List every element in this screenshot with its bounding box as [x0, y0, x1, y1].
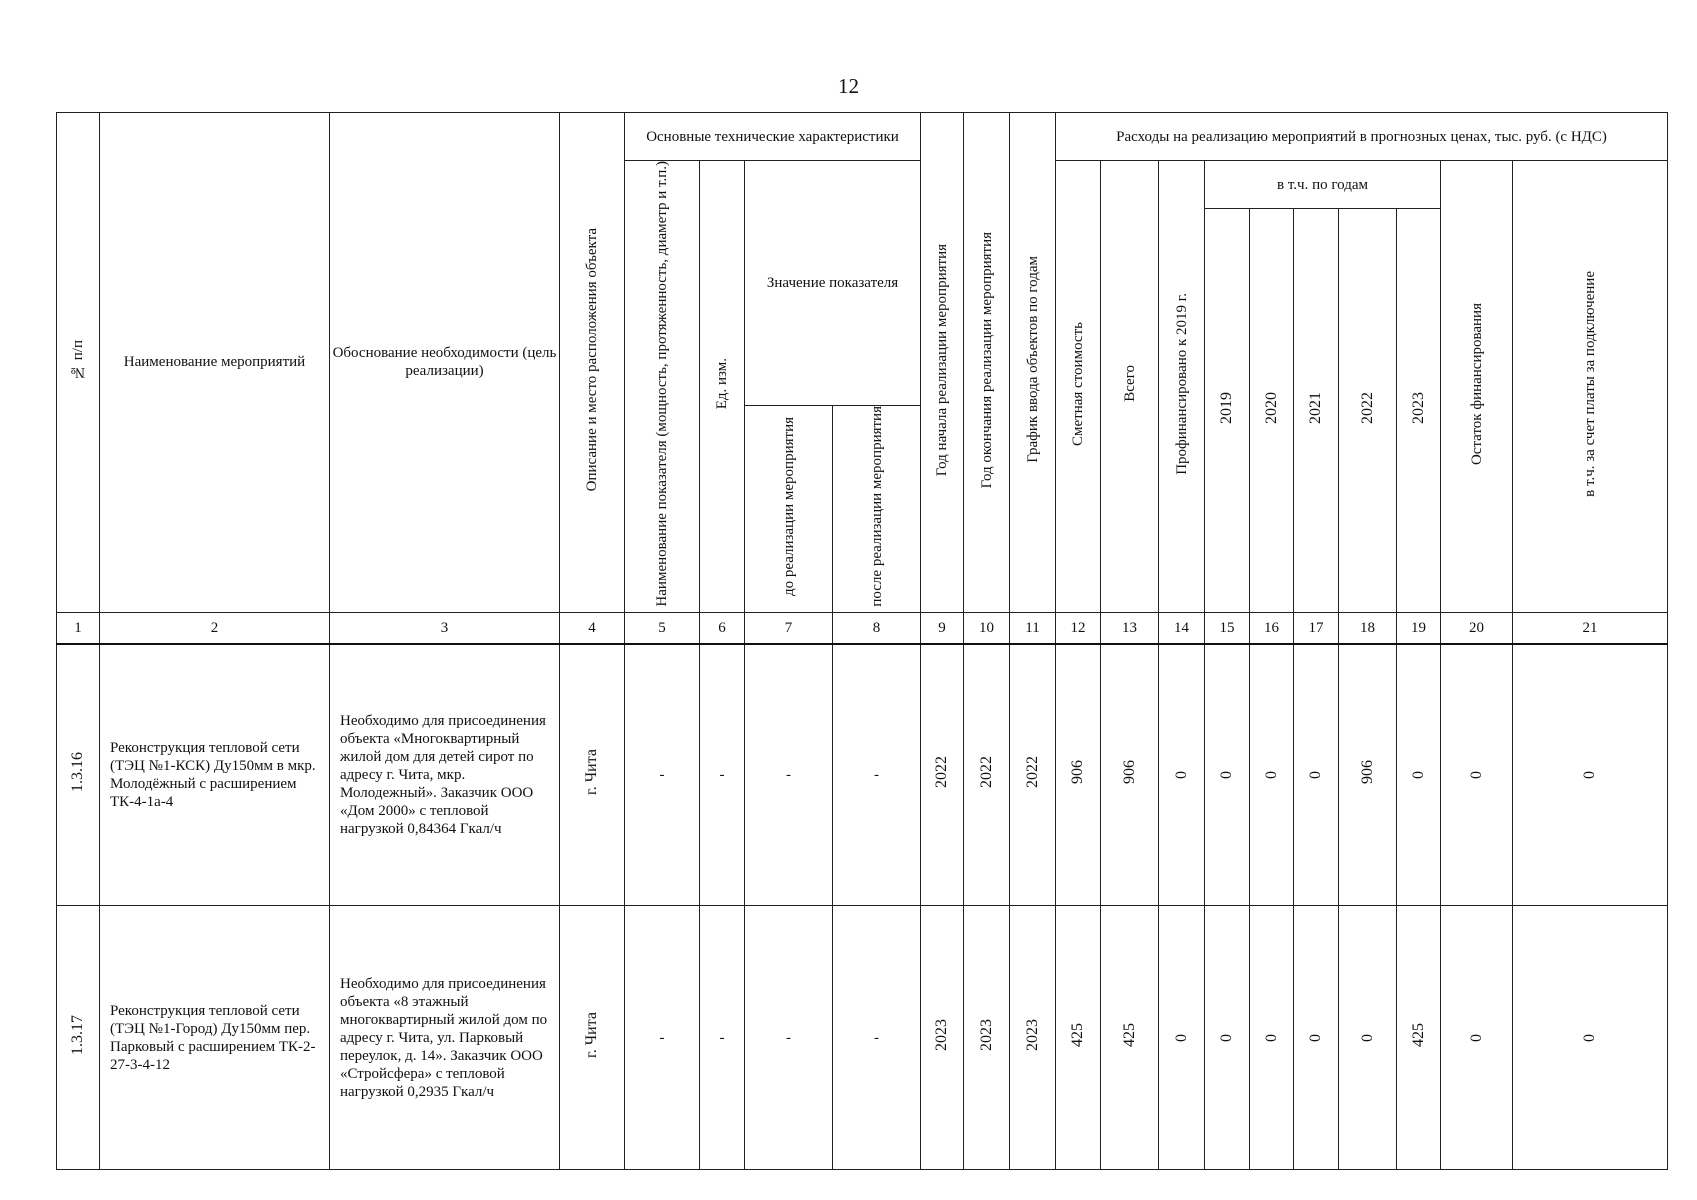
investment-table [56, 112, 1668, 1170]
row-y2021: 0 [1294, 906, 1339, 1170]
header-year-2019: 2019 [1205, 209, 1250, 613]
header-by-years: в т.ч. по годам [1205, 161, 1441, 209]
column-number: 18 [1339, 612, 1397, 644]
header-costs-group: Расходы на реализацию мероприятий в прогнозных ценах, тыс. руб. (с НДС) [1056, 113, 1668, 161]
row-before: - [745, 906, 833, 1170]
header-indicator-name: Наименование показателя (мощность, протяженность, диаметр и т.п.) [625, 161, 700, 613]
column-number: 9 [921, 612, 964, 644]
row-unit: - [700, 906, 745, 1170]
row-justification: Необходимо для присоединения объекта «8 этажный многоквартирный жилой дом по адресу г. Чита, ул. Парковый переулок, д. 14». Заказчик ООО «Стройсфера» с тепловой нагрузкой 0,2935 Гкал/ч [330, 906, 560, 1170]
row-after: - [833, 644, 921, 906]
row-remainder: 0 [1441, 906, 1513, 1170]
row-remainder: 0 [1441, 644, 1513, 906]
row-before: - [745, 644, 833, 906]
table-row [57, 906, 1668, 1170]
row-total: 906 [1101, 644, 1159, 906]
header-num: № п/п [57, 113, 100, 613]
column-number: 12 [1056, 612, 1101, 644]
row-estimate: 425 [1056, 906, 1101, 1170]
row-y2022: 0 [1339, 906, 1397, 1170]
header-justification: Обоснование необходимости (цель реализации) [330, 113, 560, 613]
row-location: г. Чита [560, 644, 625, 906]
row-schedule: 2022 [1010, 644, 1056, 906]
row-num: 1.3.16 [57, 644, 100, 906]
column-number: 11 [1010, 612, 1056, 644]
column-number: 1 [57, 612, 100, 644]
header-year-2023: 2023 [1397, 209, 1441, 613]
row-after: - [833, 906, 921, 1170]
header-year-2022: 2022 [1339, 209, 1397, 613]
header-remainder: Остаток финансирования [1441, 161, 1513, 613]
column-number: 7 [745, 612, 833, 644]
row-year-start: 2023 [921, 906, 964, 1170]
row-connection-fee: 0 [1513, 906, 1668, 1170]
header-value-group: Значение показателя [745, 161, 921, 406]
row-y2019: 0 [1205, 644, 1250, 906]
header-name: Наименование мероприятий [100, 113, 330, 613]
row-justification: Необходимо для присоединения объекта «Многоквартирный жилой дом для детей сирот по адресу г. Чита, мкр. Молодежный». Заказчик ООО «Дом 2000» с тепловой нагрузкой 0,84364 Гкал/ч [330, 644, 560, 906]
row-indicator: - [625, 644, 700, 906]
header-year-2021: 2021 [1294, 209, 1339, 613]
column-number: 5 [625, 612, 700, 644]
row-name: Реконструкция тепловой сети (ТЭЦ №1-КСК) Ду150мм в мкр. Молодёжный с расширением ТК-4-1а-4 [100, 644, 330, 906]
column-number: 15 [1205, 612, 1250, 644]
row-y2019: 0 [1205, 906, 1250, 1170]
header-after: после реализации мероприятия [833, 405, 921, 612]
row-y2020: 0 [1250, 906, 1294, 1170]
column-number: 10 [964, 612, 1010, 644]
row-y2020: 0 [1250, 644, 1294, 906]
row-financed: 0 [1159, 644, 1205, 906]
header-financed: Профинансировано к 2019 г. [1159, 161, 1205, 613]
column-number: 19 [1397, 612, 1441, 644]
column-number-row [57, 612, 1668, 644]
header-location: Описание и место расположения объекта [560, 113, 625, 613]
header-before: до реализации мероприятия [745, 405, 833, 612]
column-number: 16 [1250, 612, 1294, 644]
column-number: 8 [833, 612, 921, 644]
header-total: Всего [1101, 161, 1159, 613]
column-number: 17 [1294, 612, 1339, 644]
row-location: г. Чита [560, 906, 625, 1170]
row-financed: 0 [1159, 906, 1205, 1170]
column-number: 3 [330, 612, 560, 644]
column-number: 21 [1513, 612, 1668, 644]
page-number: 12 [838, 74, 859, 98]
row-indicator: - [625, 906, 700, 1170]
row-estimate: 906 [1056, 644, 1101, 906]
header-schedule: График ввода объектов по годам [1010, 113, 1056, 613]
table-row [57, 644, 1668, 906]
column-number: 6 [700, 612, 745, 644]
header-year-2020: 2020 [1250, 209, 1294, 613]
row-name: Реконструкция тепловой сети (ТЭЦ №1-Город) Ду150мм пер. Парковый с расширением ТК-2-27-3-4-12 [100, 906, 330, 1170]
row-y2021: 0 [1294, 644, 1339, 906]
row-year-start: 2022 [921, 644, 964, 906]
row-num: 1.3.17 [57, 906, 100, 1170]
row-unit: - [700, 644, 745, 906]
header-connection-fee: в т.ч. за счет платы за подключение [1513, 161, 1668, 613]
row-y2023: 0 [1397, 644, 1441, 906]
column-number: 13 [1101, 612, 1159, 644]
row-y2022: 906 [1339, 644, 1397, 906]
row-total: 425 [1101, 906, 1159, 1170]
header-unit: Ед. изм. [700, 161, 745, 613]
column-number: 14 [1159, 612, 1205, 644]
column-number: 2 [100, 612, 330, 644]
row-connection-fee: 0 [1513, 644, 1668, 906]
row-year-end: 2022 [964, 644, 1010, 906]
header-estimate: Сметная стоимость [1056, 161, 1101, 613]
column-number: 20 [1441, 612, 1513, 644]
row-y2023: 425 [1397, 906, 1441, 1170]
row-schedule: 2023 [1010, 906, 1056, 1170]
header-year-end: Год окончания реализации мероприятия [964, 113, 1010, 613]
header-tech-group: Основные технические характеристики [625, 113, 921, 161]
row-year-end: 2023 [964, 906, 1010, 1170]
column-number: 4 [560, 612, 625, 644]
header-year-start: Год начала реализации мероприятия [921, 113, 964, 613]
